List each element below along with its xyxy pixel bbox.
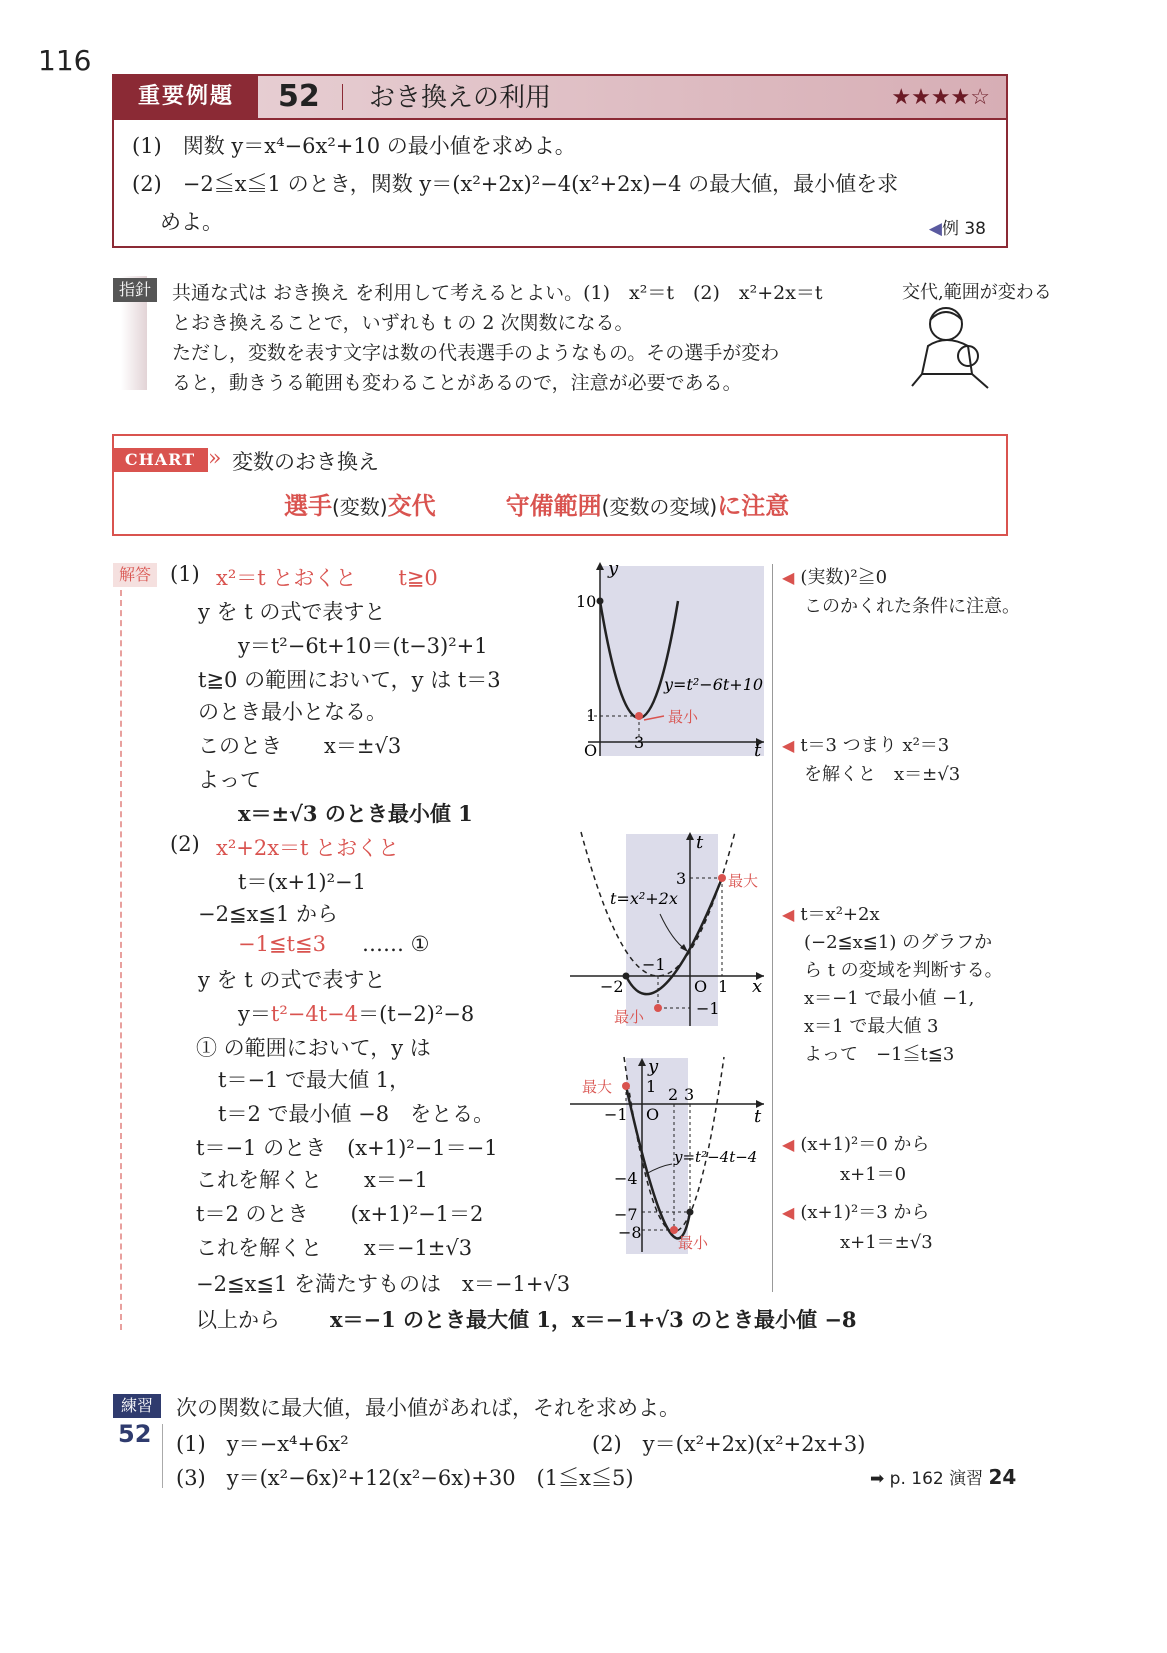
g3-origin: O [646, 1105, 660, 1124]
hint-tag: 指針 [113, 278, 157, 302]
note-5a: ◀ (x+1)²＝3 から [782, 1202, 930, 1223]
note-5b: x+1＝±√3 [840, 1232, 933, 1253]
sol2-l3: −1≦t≦3 [238, 932, 326, 956]
page-number: 116 [38, 44, 92, 77]
g1-x3: 3 [634, 733, 645, 752]
g3-y-label: y [648, 1056, 659, 1077]
cartoon-caption: 交代,範囲が変わる [902, 282, 1052, 303]
sol2-l4: y を t の式で表すと [198, 968, 386, 992]
chart-title: 変数のおき換え [232, 450, 379, 474]
sol2-head: (2) [170, 832, 200, 856]
practice-number: 52 [118, 1420, 152, 1448]
g2-min-label: 最小 [614, 1008, 645, 1026]
g3-t-label: t [754, 1106, 762, 1127]
sol1-l3: t≧0 の範囲において，y は t＝3 [198, 668, 501, 692]
g1-min-label: 最小 [668, 708, 699, 726]
example-label: 重要例題 [114, 76, 258, 118]
example-header [112, 74, 1008, 120]
practice-ref: ➡ p. 162 演習 24 [870, 1465, 1017, 1489]
chart-box: CHART » 変数のおき換え 選手(変数)交代 守備範囲(変数の変域)に注意 [112, 434, 1008, 536]
note-3e: x＝1 で最大値 3 [804, 1016, 939, 1037]
g3-ym7: −7 [614, 1205, 638, 1224]
sol2-l1: t＝(x+1)²−1 [238, 870, 366, 894]
sol1-l4: のとき最小となる。 [198, 700, 387, 724]
g2-tm1: −1 [642, 955, 666, 974]
example-title: おき換えの利用 [369, 83, 552, 113]
sol1-cond: x²＝t とおくと t≧0 [216, 566, 438, 590]
g3-curve-label: y=t²−4t−4 [674, 1148, 758, 1166]
note-1a: ◀ (実数)²≧0 [782, 567, 888, 588]
note-4b: x+1＝0 [840, 1164, 907, 1185]
note-2a: ◀ t＝3 つまり x²＝3 [782, 735, 950, 756]
sol1-head: (1) [170, 562, 200, 586]
difficulty-stars: ★★★★☆ [891, 85, 990, 110]
g1-y1: 1 [586, 706, 597, 725]
sol2-l11: t＝2 のとき (x+1)²−1＝2 [196, 1202, 484, 1226]
note-2b: を解くと x＝±√3 [804, 764, 961, 785]
answer-tag: 解答 [113, 563, 157, 587]
note-4a: ◀ (x+1)²＝0 から [782, 1134, 930, 1155]
sol1-l2: y＝t²−6t+10＝(t−3)²+1 [238, 634, 488, 658]
hint-line-3: ただし，変数を表す文字は数の代表選手のようなもの。その選手が変わ [172, 342, 780, 364]
sol2-l8: t＝2 で最小値 −8 をとる。 [218, 1102, 495, 1126]
g3-t1: 1 [568, 1056, 569, 1057]
sol2-l6: ① の範囲において，y は [196, 1036, 431, 1060]
sol2-l5: y＝t²−4t−4＝(t−2)²−8 [238, 1002, 475, 1026]
g2-xm2: −2 [600, 977, 624, 996]
note-3c: ら t の変域を判断する。 [804, 960, 1003, 981]
note-3b: (−2≦x≦1) のグラフか [804, 932, 993, 953]
sol2-l14a: 以上から [196, 1308, 280, 1332]
g1-y10: 10 [576, 592, 597, 611]
g1-curve-label: y=t²−6t+10 [664, 675, 764, 694]
pointer-icon: ◀ [782, 905, 795, 924]
pointer-icon: ◀ [782, 1203, 795, 1222]
g2-tm1b: −1 [696, 999, 720, 1018]
practice-intro: 次の関数に最大値，最小値があれば，それを求めよ。 [176, 1396, 680, 1420]
note-3d: x＝−1 で最小値 −1, [804, 988, 975, 1009]
sol2-l3b: …… ① [362, 932, 430, 956]
note-3f: よって −1≦t≦3 [804, 1044, 955, 1065]
sol2-l2: −2≦x≦1 から [198, 902, 339, 926]
g2-t-label: t [696, 832, 704, 853]
g3-y1: 1 [646, 1077, 657, 1096]
g3-t3: 3 [684, 1085, 695, 1104]
g3-min-label: 最小 [678, 1234, 709, 1252]
g2-curve-label: t=x²+2x [610, 889, 678, 908]
ref-arrow-icon: ◀ [928, 219, 942, 239]
g3-t2: 2 [668, 1085, 679, 1104]
sol1-l6: よって [198, 768, 261, 792]
sol1-l1: y を t の式で表すと [198, 600, 386, 624]
practice-q1: (1) y＝−x⁴+6x² [176, 1432, 349, 1456]
note-3a: ◀ t＝x²+2x [782, 904, 880, 925]
hint-line-1: 共通な式は おき換え を利用して考えるとよい。(1) x²＝t (2) x²+2x＝t [172, 282, 823, 304]
sol2-final: x＝−1 のとき最大値 1，x＝−1+√3 のとき最小値 −8 [330, 1307, 857, 1332]
g2-origin: O [694, 977, 708, 996]
problem-box [112, 118, 1008, 248]
sol2-l10: これを解くと x＝−1 [196, 1168, 428, 1192]
example-ref: ◀例 38 [928, 219, 986, 239]
chart-tag: CHART [112, 448, 208, 472]
sol1-result: x＝±√3 のとき最小値 1 [238, 801, 473, 826]
sol2-l13: −2≦x≦1 を満たすものは x＝−1+√3 [196, 1272, 571, 1296]
chart-motto: 選手(変数)交代 守備範囲(変数の変域)に注意 [284, 492, 790, 520]
g2-t3: 3 [676, 869, 687, 888]
sol2-l7: t＝−1 で最大値 1， [218, 1068, 411, 1092]
sol2-l9: t＝−1 のとき (x+1)²−1＝−1 [196, 1136, 498, 1160]
sol2-l12: これを解くと x＝−1±√3 [196, 1236, 473, 1260]
g3-ym8: −8 [618, 1223, 642, 1242]
graph-2 [568, 830, 768, 1030]
g1-t-label: t [754, 740, 762, 761]
practice-q3: (3) y＝(x²−6x)²+12(x²−6x)+30 (1≦x≦5) [176, 1466, 634, 1490]
hint-line-4: ると，動きうる範囲も変わることがあるので，注意が必要である。 [172, 372, 742, 394]
problem-2-cont: めよ。 [160, 210, 223, 234]
g3-max-label: 最大 [582, 1078, 613, 1096]
practice-q2: (2) y＝(x²+2x)(x²+2x+3) [592, 1432, 866, 1456]
example-number: 52 [278, 79, 320, 114]
hint-line-2: とおき換えることで，いずれも t の 2 次関数になる。 [172, 312, 634, 334]
g3-ym4: −4 [614, 1169, 638, 1188]
pointer-icon: ◀ [782, 736, 795, 755]
pointer-icon: ◀ [782, 1135, 795, 1154]
pointer-icon: ◀ [782, 568, 795, 587]
practice-tag: 練習 [113, 1394, 161, 1418]
g1-y-label: y [608, 558, 619, 579]
problem-1: (1) 関数 y＝x⁴−6x²+10 の最小値を求めよ。 [132, 134, 576, 158]
g1-origin: O [584, 741, 598, 760]
graph-1 [568, 560, 768, 760]
g2-max-label: 最大 [728, 872, 759, 890]
g2-x-label: x [752, 976, 763, 997]
baseball-player-cartoon-icon [898, 276, 1052, 394]
sol2-cond: x²+2x＝t とおくと [216, 836, 400, 860]
problem-2: (2) −2≦x≦1 のとき，関数 y＝(x²+2x)²−4(x²+2x)−4 の最大値，最小値を求 [132, 172, 899, 196]
g3-tm1: −1 [604, 1105, 628, 1124]
g2-x1: 1 [718, 977, 729, 996]
sol1-l5: このとき x＝±√3 [198, 734, 402, 758]
graph-3 [568, 1056, 768, 1256]
note-1b: このかくれた条件に注意。 [804, 596, 1020, 617]
